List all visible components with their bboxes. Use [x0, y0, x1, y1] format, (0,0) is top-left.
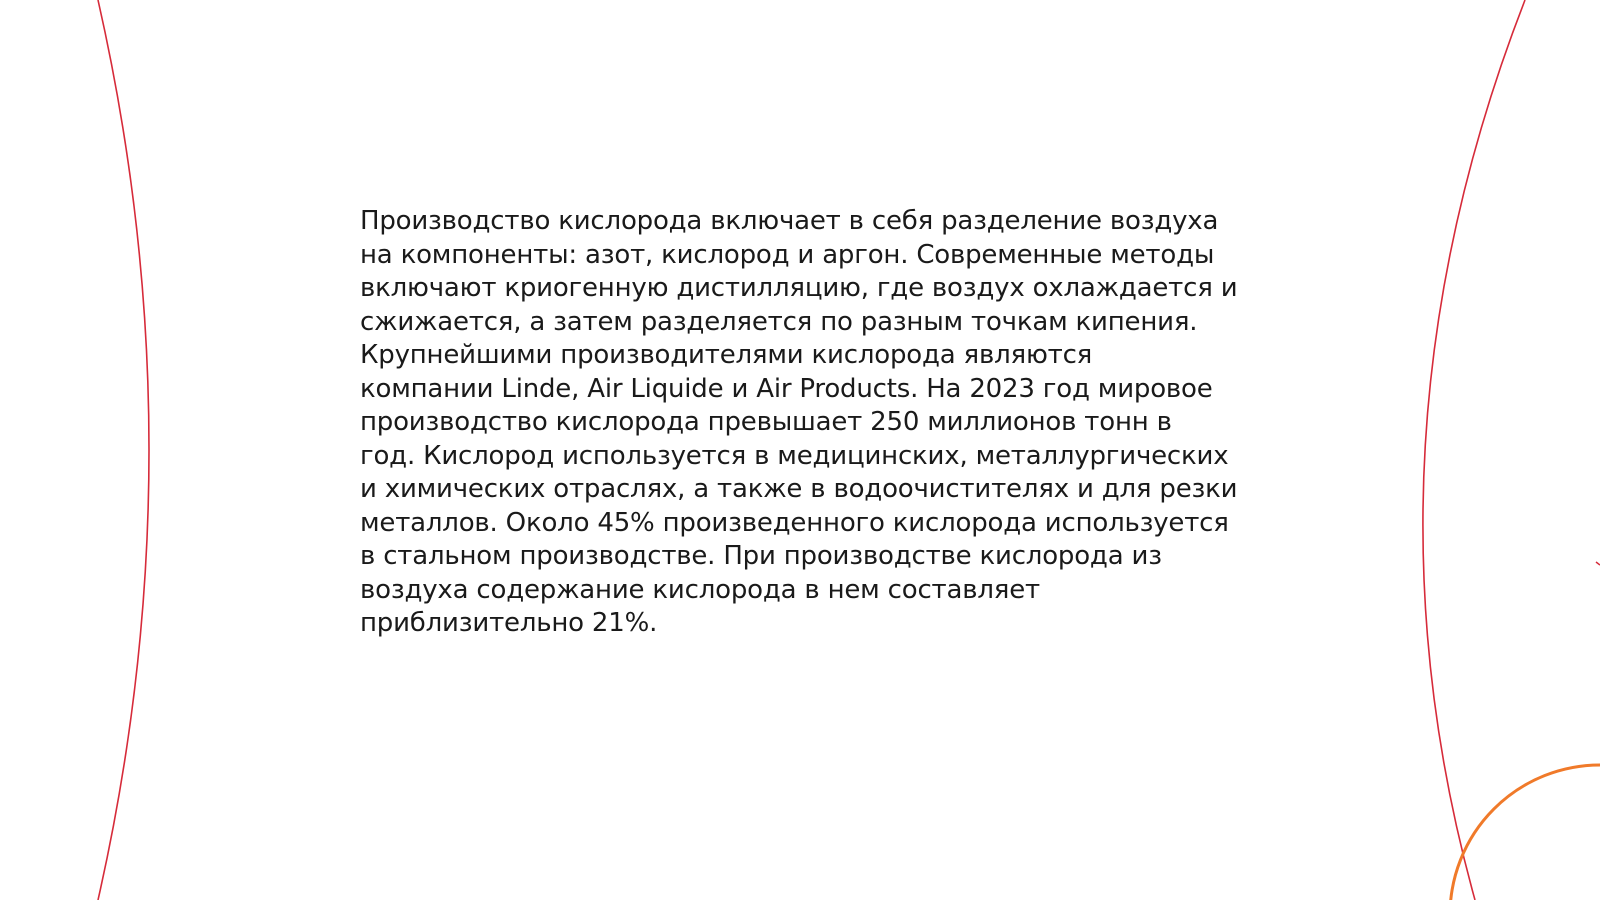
accent-circle: [1450, 765, 1600, 900]
right-arc-line: [1423, 0, 1525, 900]
left-arc-line: [98, 0, 149, 900]
small-mark-icon: [1596, 562, 1600, 565]
body-paragraph: Производство кислорода включает в себя разделение воздуха на компоненты: азот, кислород и аргон. Современные методы включают криогенную дистилляцию, где воздух охлаждается и сжижается, а затем разделяется по разным точкам кипения. Крупнейшими производителями кислорода являются компании Linde, Air Liquide и Air Products. На 2023 год мировое производство кислорода превышает 250 миллионов тонн в год. Кислород используется в медицинских, металлургических и химических отраслях, а также в водоочистителях и для резки металлов. Около 45% произведенного кислорода используется в стальном производстве. При производстве кислорода из воздуха содержание кислорода в нем составляет приблизительно 21%.: [360, 206, 1238, 638]
